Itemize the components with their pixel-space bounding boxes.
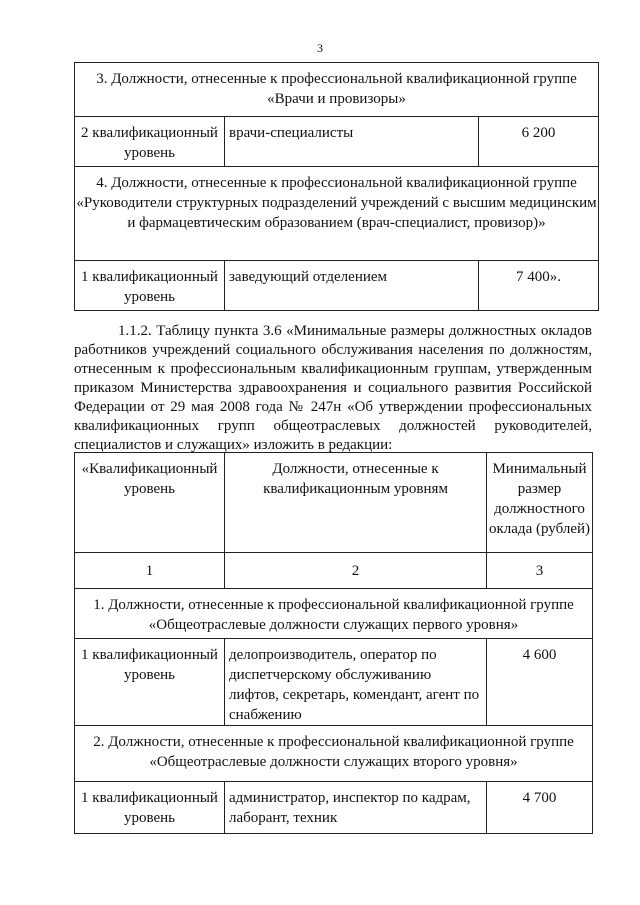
header-level: «Квалификационный уровень xyxy=(75,453,225,553)
qualification-level-cell: 1 квалификационный уровень xyxy=(75,639,225,726)
salary-cell: 6 200 xyxy=(479,117,599,167)
group-title: 4. Должности, отнесенные к профессиональной квалификационной группе «Руководители структурных подразделений учреждений с высшим медицинским и фармацевтическим образованием (врач-специалист, провизор)» xyxy=(75,167,599,261)
salary-cell: 4 700 xyxy=(487,782,593,834)
positions-cell: администратор, инспектор по кадрам, лаборант, техник xyxy=(225,782,487,834)
salary-cell: 4 600 xyxy=(487,639,593,726)
column-number: 3 xyxy=(487,553,593,589)
qualification-level-cell: 2 квалификационный уровень xyxy=(75,117,225,167)
qualification-level-cell: 1 квалификационный уровень xyxy=(75,261,225,311)
positions-cell: делопроизводитель, оператор по диспетчерскому обслуживанию лифтов, секретарь, комендант, агент по снабжению xyxy=(225,639,487,726)
amendment-paragraph: 1.1.2. Таблицу пункта 3.6 «Минимальные размеры должностных окладов работников учреждений социального обслуживания населения по должностям, отнесенным к профессиональным квалификационным группам, утвержденным приказом Министерства здравоохранения и социального развития Российской Федерации от 29 мая 2008 года № 247н «Об утверждении профессиональных квалификационных групп общеотраслевых должностей руководителей, специалистов и служащих» изложить в редакции: xyxy=(74,323,592,453)
group-title: 2. Должности, отнесенные к профессиональной квалификационной группе «Общеотраслевые должности служащих второго уровня» xyxy=(75,726,593,782)
qualification-level-cell: 1 квалификационный уровень xyxy=(75,782,225,834)
column-number: 1 xyxy=(75,553,225,589)
group-header-row xyxy=(75,589,593,639)
group-title: 1. Должности, отнесенные к профессиональной квалификационной группе «Общеотраслевые должности служащих первого уровня» xyxy=(75,589,593,639)
table-row xyxy=(75,117,599,167)
positions-cell: врачи-специалисты xyxy=(225,117,479,167)
salary-table-medical xyxy=(74,62,599,311)
group-header-row xyxy=(75,63,599,117)
table-row xyxy=(75,261,599,311)
salary-cell: 7 400». xyxy=(479,261,599,311)
header-salary: Минимальный размер должностного оклада (рублей) xyxy=(487,453,593,553)
table-header-row xyxy=(75,453,593,553)
header-positions: Должности, отнесенные к квалификационным уровням xyxy=(225,453,487,553)
positions-cell: заведующий отделением xyxy=(225,261,479,311)
salary-table-general xyxy=(74,452,593,834)
table-row xyxy=(75,782,593,834)
column-number: 2 xyxy=(225,553,487,589)
page-number: 3 xyxy=(317,41,323,55)
group-header-row xyxy=(75,726,593,782)
table-row xyxy=(75,639,593,726)
group-title: 3. Должности, отнесенные к профессиональной квалификационной группе «Врачи и провизоры» xyxy=(75,63,599,117)
group-header-row xyxy=(75,167,599,261)
column-number-row xyxy=(75,553,593,589)
